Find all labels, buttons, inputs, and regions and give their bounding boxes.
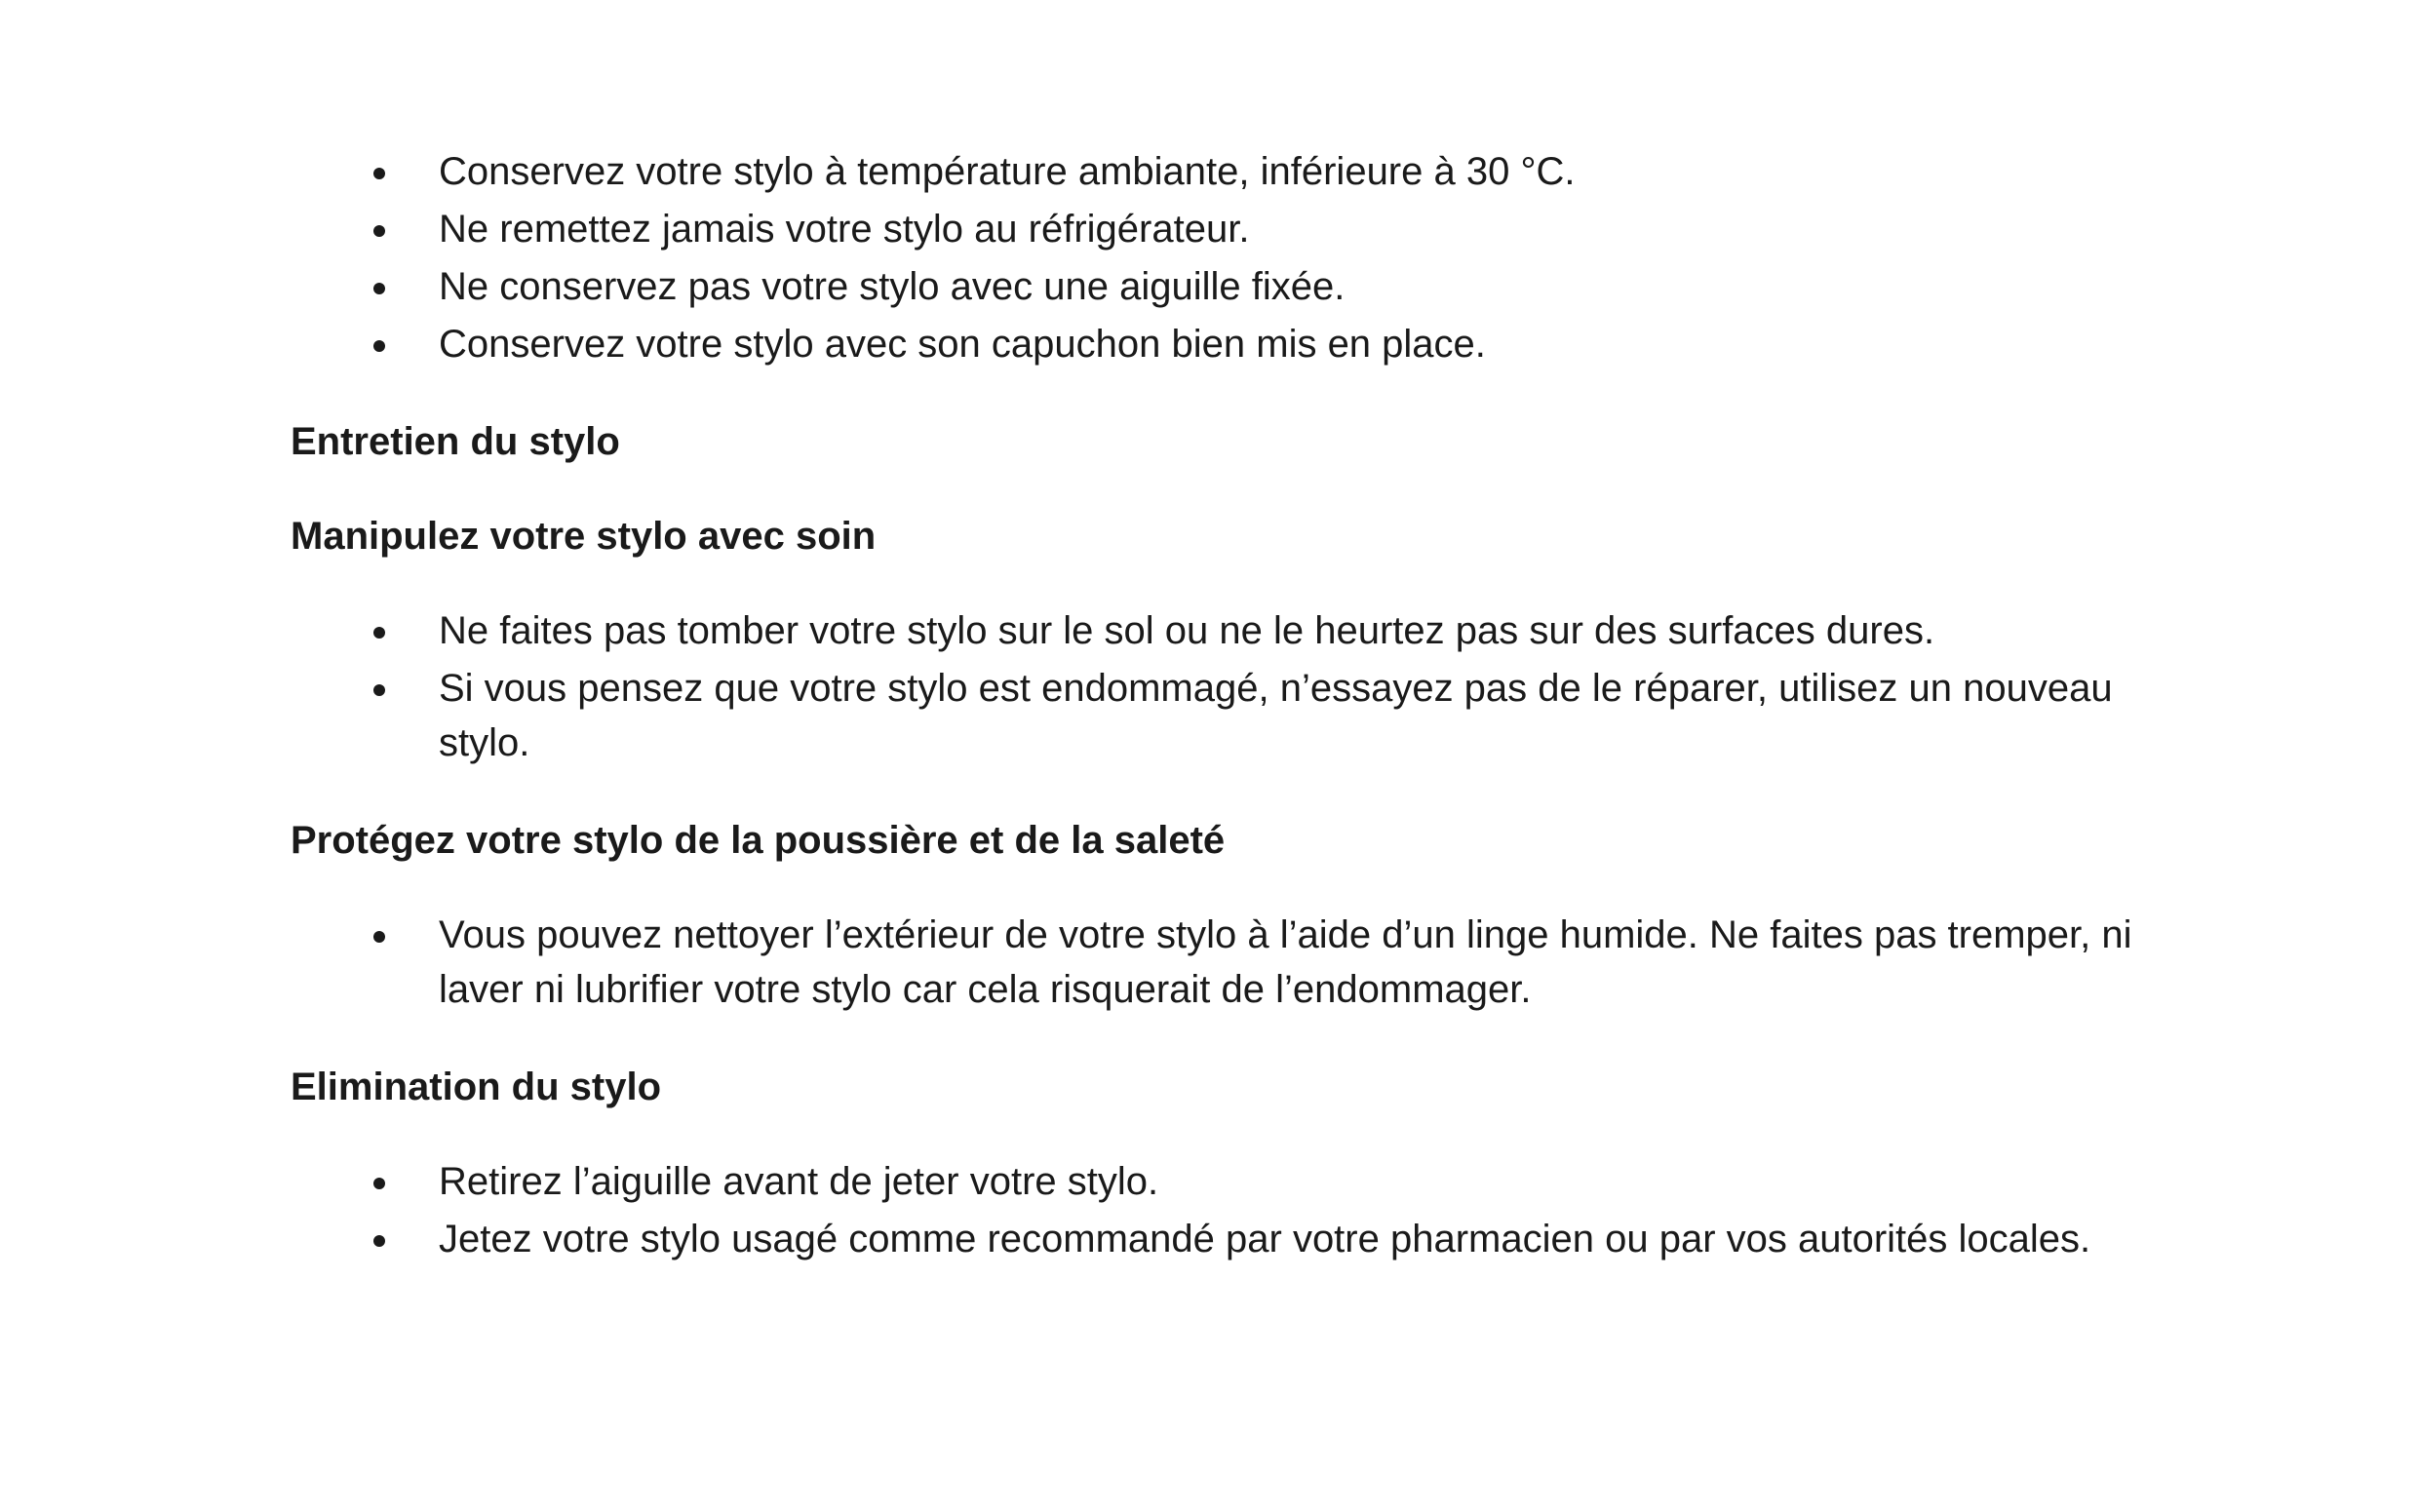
bullet-icon xyxy=(373,627,385,639)
list-item xyxy=(291,202,2143,256)
list-item xyxy=(291,317,2143,371)
list-item xyxy=(291,259,2143,314)
list-item-text: Si vous pensez que votre stylo est endommagé, n’essayez pas de le réparer, utilisez un nouveau stylo. xyxy=(439,667,2113,764)
bullet-icon xyxy=(373,931,385,943)
document-page xyxy=(291,144,2143,1269)
list-item-text: Ne faites pas tomber votre stylo sur le sol ou ne le heurtez pas sur des surfaces dures. xyxy=(439,609,1935,652)
list-item-text: Ne remettez jamais votre stylo au réfrigérateur. xyxy=(439,208,1250,251)
handle-list xyxy=(291,603,2143,770)
bullet-icon xyxy=(373,168,385,179)
bullet-icon xyxy=(373,340,385,352)
list-item xyxy=(291,1154,2143,1209)
list-item xyxy=(291,908,2143,1017)
bullet-icon xyxy=(373,283,385,294)
list-item-text: Retirez l’aiguille avant de jeter votre stylo. xyxy=(439,1160,1159,1203)
list-item xyxy=(291,603,2143,658)
heading-protect: Protégez votre stylo de la poussière et de la saleté xyxy=(291,819,1226,862)
heading-disposal: Elimination du stylo xyxy=(291,1066,662,1108)
protect-list xyxy=(291,908,2143,1017)
heading-care: Entretien du stylo xyxy=(291,420,620,463)
bullet-icon xyxy=(373,684,385,696)
bullet-icon xyxy=(373,225,385,237)
heading-handle: Manipulez votre stylo avec soin xyxy=(291,515,877,558)
bullet-icon xyxy=(373,1235,385,1247)
list-item-text: Ne conservez pas votre stylo avec une aiguille fixée. xyxy=(439,265,1346,308)
list-item xyxy=(291,661,2143,770)
list-item xyxy=(291,144,2143,199)
list-item-text: Vous pouvez nettoyer l’extérieur de votre stylo à l’aide d’un linge humide. Ne faites pas tremper, ni laver ni lubrifier votre stylo car cela risquerait de l’endommager. xyxy=(439,913,2132,1011)
list-item-text: Conservez votre stylo avec son capuchon bien mis en place. xyxy=(439,323,1486,366)
list-item xyxy=(291,1212,2143,1266)
storage-list xyxy=(291,144,2143,371)
list-item-text: Jetez votre stylo usagé comme recommandé par votre pharmacien ou par vos autorités locales. xyxy=(439,1218,2091,1260)
disposal-list xyxy=(291,1154,2143,1266)
bullet-icon xyxy=(373,1178,385,1189)
list-item-text: Conservez votre stylo à température ambiante, inférieure à 30 °C. xyxy=(439,150,1576,193)
